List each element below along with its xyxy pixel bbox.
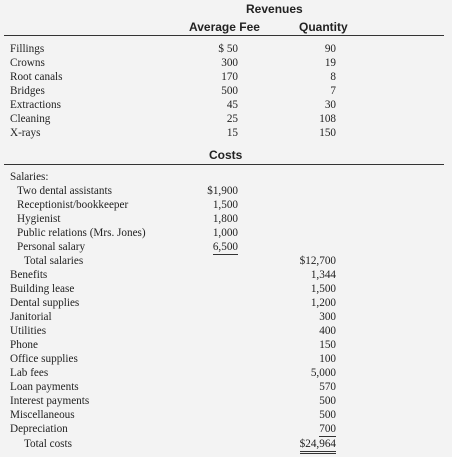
revenue-fee: 25 bbox=[226, 113, 238, 125]
revenues-title: Revenues bbox=[246, 2, 303, 16]
table-row bbox=[0, 380, 452, 394]
cost-label: Office supplies bbox=[10, 353, 78, 365]
cost-label: Interest payments bbox=[10, 395, 90, 407]
table-row bbox=[0, 437, 452, 451]
cost-amount: 1,200 bbox=[310, 297, 336, 309]
header-rule bbox=[4, 35, 444, 36]
cost-amount: 500 bbox=[319, 395, 336, 407]
revenue-fee: 300 bbox=[221, 57, 238, 69]
revenue-qty: 7 bbox=[330, 85, 336, 97]
table-row bbox=[0, 98, 452, 112]
cost-amount: 100 bbox=[319, 353, 336, 365]
salary-amount: 6,500 bbox=[212, 241, 238, 253]
revenue-fee: 500 bbox=[221, 85, 238, 97]
cost-amount: 400 bbox=[319, 325, 336, 337]
cost-amount: 700 bbox=[319, 423, 336, 435]
table-row bbox=[0, 226, 452, 240]
revenue-qty: 150 bbox=[319, 127, 336, 139]
cost-amount: 150 bbox=[319, 339, 336, 351]
cost-label: Miscellaneous bbox=[10, 409, 75, 421]
salary-label: Hygienist bbox=[17, 213, 61, 225]
cost-label: Phone bbox=[10, 339, 38, 351]
table-row bbox=[0, 324, 452, 338]
salary-label: Receptionist/bookkeeper bbox=[17, 199, 129, 211]
revenue-qty: 19 bbox=[324, 57, 336, 69]
revenue-label: Cleaning bbox=[10, 113, 51, 125]
table-row bbox=[0, 84, 452, 98]
total-costs-value: $24,964 bbox=[300, 437, 336, 454]
salary-label: Two dental assistants bbox=[17, 185, 112, 197]
total-salaries-label: Total salaries bbox=[24, 255, 84, 267]
salary-amount: $1,900 bbox=[207, 185, 238, 197]
total-salaries-value: $12,700 bbox=[299, 255, 336, 267]
revenue-label: Bridges bbox=[10, 85, 45, 97]
table-row bbox=[0, 212, 452, 226]
table-row bbox=[0, 296, 452, 310]
table-row bbox=[0, 254, 452, 268]
table-row bbox=[0, 70, 452, 84]
revenue-qty: 108 bbox=[319, 113, 336, 125]
table-row bbox=[0, 42, 452, 56]
revenue-qty: 30 bbox=[324, 99, 336, 111]
salaries-heading: Salaries: bbox=[10, 171, 49, 183]
average-fee-header: Average Fee bbox=[189, 20, 260, 34]
revenue-label: Extractions bbox=[10, 99, 61, 111]
table-row bbox=[0, 170, 452, 184]
salary-amount: 1,000 bbox=[212, 227, 238, 239]
table-row bbox=[0, 394, 452, 408]
table-row bbox=[0, 268, 452, 282]
cost-amount: 570 bbox=[319, 381, 336, 393]
table-row bbox=[0, 422, 452, 436]
table-row bbox=[0, 126, 452, 140]
costs-title: Costs bbox=[209, 148, 243, 162]
table-row bbox=[0, 198, 452, 212]
salary-amount: 1,800 bbox=[212, 213, 238, 225]
salary-label: Public relations (Mrs. Jones) bbox=[17, 227, 146, 239]
cost-amount: 300 bbox=[319, 311, 336, 323]
costs-rule bbox=[4, 164, 444, 165]
revenue-fee: 45 bbox=[226, 99, 238, 111]
cost-label: Building lease bbox=[10, 283, 75, 295]
table-row bbox=[0, 56, 452, 70]
salary-amount: 1,500 bbox=[212, 199, 238, 211]
salary-label: Personal salary bbox=[17, 241, 86, 253]
revenue-qty: 90 bbox=[324, 43, 336, 55]
revenue-label: X-rays bbox=[10, 127, 41, 139]
cost-label: Benefits bbox=[10, 269, 48, 281]
revenue-fee: 15 bbox=[226, 127, 238, 139]
revenue-label: Root canals bbox=[10, 71, 63, 83]
total-costs-label: Total costs bbox=[24, 438, 72, 450]
cost-amount: 1,344 bbox=[310, 269, 336, 281]
table-row bbox=[0, 366, 452, 380]
table-row bbox=[0, 240, 452, 254]
revenue-label: Fillings bbox=[10, 43, 45, 55]
cost-label: Lab fees bbox=[10, 367, 49, 379]
table-row bbox=[0, 184, 452, 198]
cost-amount: 5,000 bbox=[310, 367, 336, 379]
cost-label: Loan payments bbox=[10, 381, 79, 393]
table-row bbox=[0, 282, 452, 296]
cost-label: Dental supplies bbox=[10, 297, 80, 309]
revenue-fee: $ 50 bbox=[218, 43, 238, 55]
revenue-qty: 8 bbox=[330, 71, 336, 83]
cost-label: Depreciation bbox=[10, 423, 68, 435]
cost-amount: 500 bbox=[319, 409, 336, 421]
quantity-header: Quantity bbox=[299, 20, 348, 34]
cost-amount: 1,500 bbox=[310, 283, 336, 295]
revenue-fee: 170 bbox=[221, 71, 238, 83]
table-row bbox=[0, 338, 452, 352]
table-row bbox=[0, 310, 452, 324]
cost-label: Utilities bbox=[10, 325, 47, 337]
table-row bbox=[0, 408, 452, 422]
table-row bbox=[0, 112, 452, 126]
cost-label: Janitorial bbox=[10, 311, 52, 323]
revenue-label: Crowns bbox=[10, 57, 45, 69]
table-row bbox=[0, 352, 452, 366]
